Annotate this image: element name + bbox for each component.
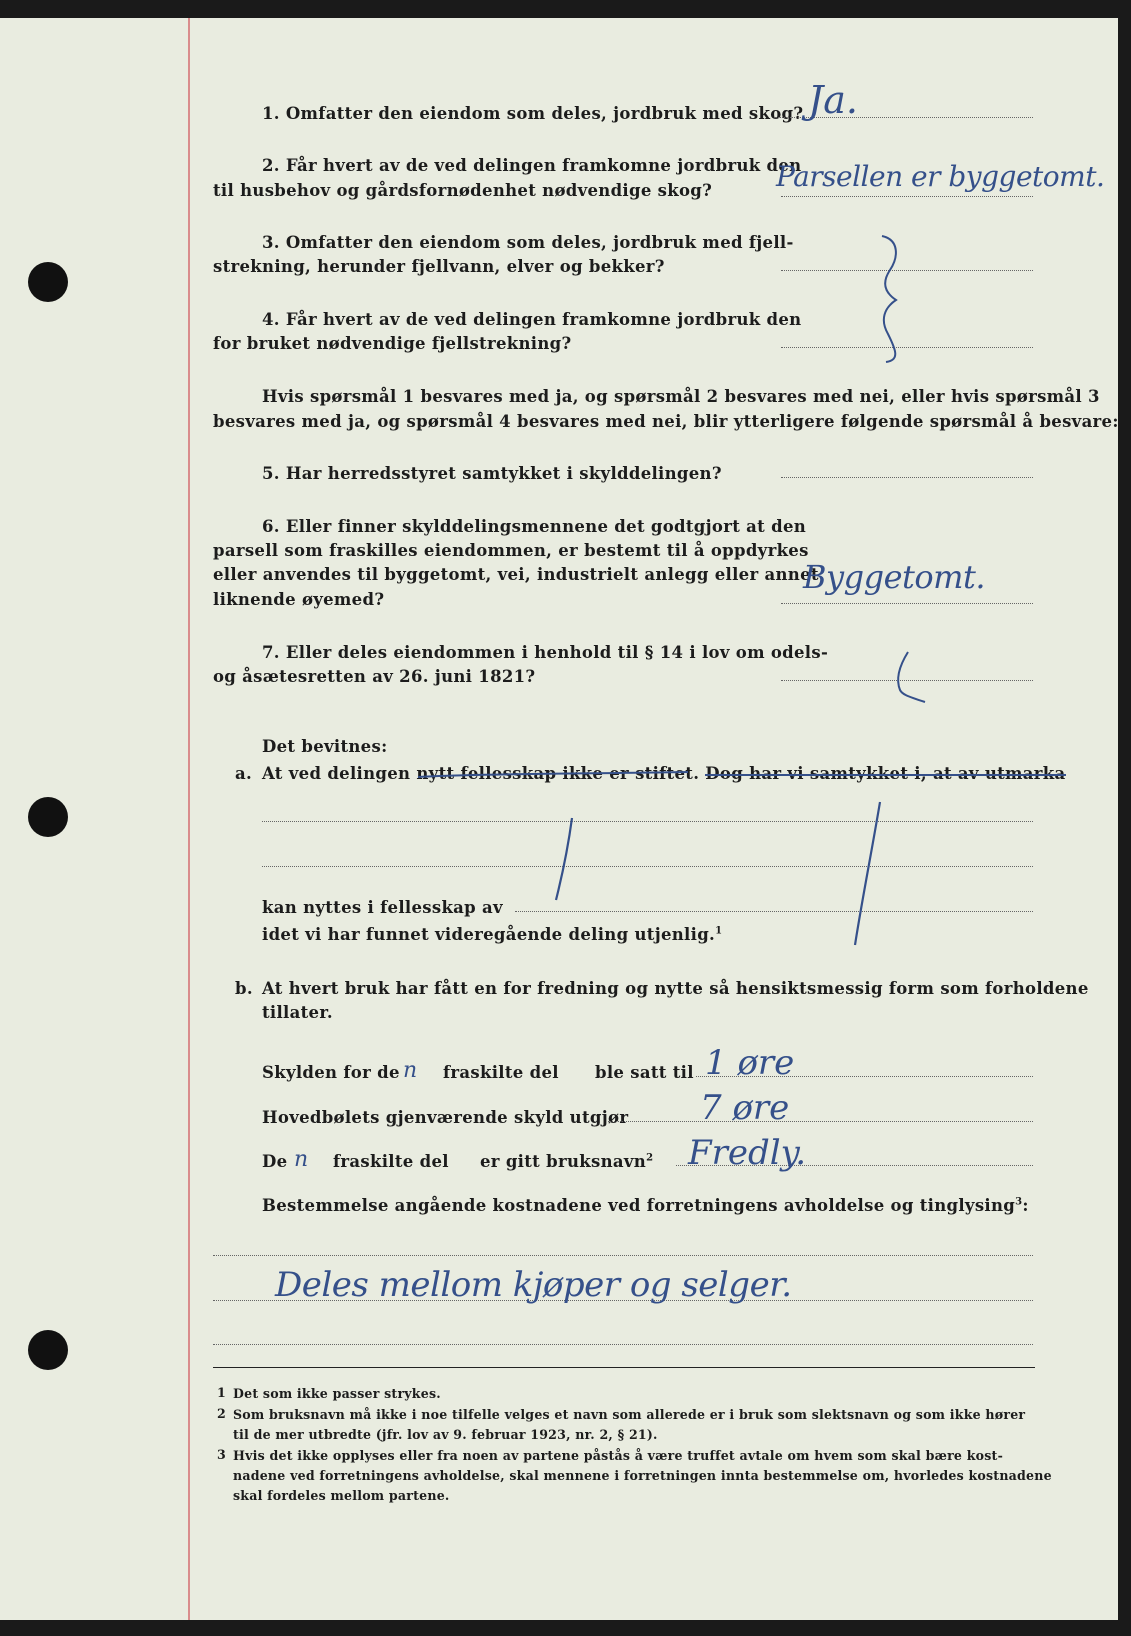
footnote-3-line-3: skal fordeles mellom partene.: [233, 1488, 450, 1503]
question-6-line-4: liknende øyemed?: [213, 590, 385, 609]
de-label: De: [262, 1152, 288, 1171]
condition-line-2: besvares med ja, og spørsmål 4 besvares med nei, blir ytterligere følgende spørsmål å besvare:: [213, 412, 1119, 431]
de-suffix: n: [294, 1147, 309, 1172]
question-7-line-1: 7. Eller deles eiendommen i henhold til § 14 i lov om odels-: [262, 643, 829, 662]
footnote-3-line-2: nadene ved forretningens avholdelse, skal mennene i forretningen innta bestemmelse om, hvorledes kostnadene: [233, 1468, 1052, 1483]
condition-line-1: Hvis spørsmål 1 besvares med ja, og spørsmål 2 besvares med nei, eller hvis spørsmål 3: [262, 387, 1100, 406]
question-6-line-3: eller anvendes til byggetomt, vei, industrielt anlegg eller annet: [213, 565, 819, 584]
brace-mark: [882, 236, 896, 362]
kostnader-value: Deles mellom kjøper og selger.: [275, 1265, 792, 1305]
question-4-line-1: 4. Får hvert av de ved delingen framkomne jordbruk den: [262, 310, 802, 329]
attest-b-line-1: At hvert bruk har fått en for fredning og nytte så hensiktsmessig form som forholdene: [262, 979, 1089, 998]
idet-main: idet vi har funnet videregående deling utjenlig.: [262, 925, 716, 944]
footnote-3-line-1: Hvis det ikke opplyses eller fra noen av partene påstås å være truffet avtale om hvem som skal bære kost-: [233, 1448, 1003, 1463]
skylden-suffix: n: [403, 1058, 418, 1083]
question-5: 5. Har herredsstyret samtykket i skylddelingen?: [262, 464, 722, 483]
attest-b-line-2: tillater.: [262, 1003, 333, 1022]
de-label-b: fraskilte del: [333, 1152, 449, 1171]
answer-1: Ja.: [808, 78, 858, 122]
question-6-line-2: parsell som fraskilles eiendommen, er bestemt til å oppdyrkes: [213, 541, 809, 560]
footnote-ref: 3: [1015, 1196, 1023, 1208]
answer-6: Byggetomt.: [803, 558, 985, 596]
question-3-line-2: strekning, herunder fjellvann, elver og bekker?: [213, 257, 665, 276]
footnote-ref: 2: [646, 1152, 654, 1164]
footnote-1: Det som ikke passer strykes.: [233, 1386, 441, 1401]
question-1: 1. Omfatter den eiendom som deles, jordbruk med skog?: [262, 104, 804, 123]
question-2-line-2: til husbehov og gårdsfornødenhet nødvendige skog?: [213, 181, 713, 200]
footnote-ref: 1: [715, 925, 723, 937]
skylden-label-b: fraskilte del: [443, 1063, 559, 1082]
attest-a-struck: Dog har vi samtykket i, at av utmarka: [705, 764, 1066, 783]
answer-2: Parsellen er byggetomt.: [776, 160, 1105, 193]
bestemmelse-colon: :: [1022, 1196, 1029, 1215]
attest-heading: Det bevitnes:: [262, 737, 388, 756]
skylden-label-a: Skylden for de: [262, 1063, 400, 1082]
stroke-mark: [556, 818, 572, 900]
attest-a-kept: At ved delingen nytt fellesskap ikke er stiftet.: [262, 764, 700, 783]
footnote-1-number: 1: [217, 1385, 226, 1400]
question-6-line-1: 6. Eller finner skylddelingsmennene det godtgjort at den: [262, 517, 807, 536]
footnote-2-line-1: Som bruksnavn må ikke i noe tilfelle velges et navn som allerede er i bruk som slektsnavn og som ikke hører: [233, 1407, 1026, 1422]
bestemmelse-text: Bestemmelse angående kostnadene ved forretningens avholdelse og tinglysing: [262, 1196, 1016, 1215]
de-c-text: er gitt bruksnavn: [480, 1152, 647, 1171]
hovedbol-label: Hovedbølets gjenværende skyld utgjør: [262, 1108, 629, 1127]
question-3-line-1: 3. Omfatter den eiendom som deles, jordbruk med fjell-: [262, 233, 794, 252]
attest-b-label: b.: [235, 979, 253, 998]
kan-nyttes: kan nyttes i fellesskap av: [262, 898, 503, 917]
question-7-line-2: og åsætesretten av 26. juni 1821?: [213, 667, 536, 686]
footnote-2-number: 2: [217, 1406, 226, 1421]
brace-mark: [898, 652, 925, 702]
question-2-line-1: 2. Får hvert av de ved delingen framkomne jordbruk den: [262, 156, 802, 175]
bruksnavn-value: Fredly.: [688, 1133, 807, 1173]
question-4-line-2: for bruket nødvendige fjellstrekning?: [213, 334, 572, 353]
footnote-3-number: 3: [217, 1447, 226, 1462]
footnote-2-line-2: til de mer utbredte (jfr. lov av 9. februar 1923, nr. 2, § 21).: [233, 1427, 658, 1442]
hovedbol-value: 7 øre: [700, 1088, 790, 1128]
stroke-mark: [855, 802, 880, 945]
underline-mark: [418, 772, 688, 777]
attest-a-label: a.: [235, 764, 253, 783]
skylden-label-c: ble satt til: [595, 1063, 694, 1082]
skyld-value: 1 øre: [705, 1043, 795, 1083]
